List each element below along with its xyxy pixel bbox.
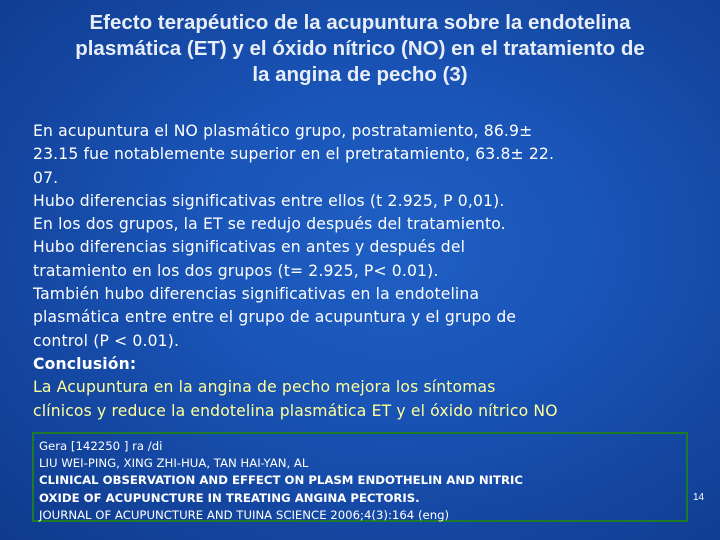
title-line: plasmática (ET) y el óxido nítrico (NO) en el tratamiento de bbox=[75, 37, 645, 60]
reference-id: Gera [142250 ] ra /di bbox=[39, 439, 163, 453]
page-number: 14 bbox=[693, 492, 705, 503]
reference-title: OXIDE OF ACUPUNCTURE IN TREATING ANGINA PECTORIS. bbox=[39, 490, 420, 505]
body-line: En acupuntura el NO plasmático grupo, postratamiento, 86.9± bbox=[33, 122, 533, 140]
slide-body bbox=[33, 120, 703, 423]
title-line: la angina de pecho (3) bbox=[252, 63, 468, 86]
body-line: Hubo diferencias significativas entre ellos (t 2.925, P 0,01). bbox=[33, 191, 505, 210]
reference-journal: JOURNAL OF ACUPUNCTURE AND TUINA SCIENCE 2006;4(3):164 (eng) bbox=[39, 507, 450, 522]
body-line: 07. bbox=[33, 168, 59, 187]
body-line: También hubo diferencias significativas en la endotelina bbox=[33, 285, 480, 304]
title-line: Efecto terapéutico de la acupuntura sobre la endotelina bbox=[89, 11, 631, 34]
body-line: plasmática entre entre el grupo de acupuntura y el grupo de bbox=[33, 308, 517, 327]
body-line: En los dos grupos, la ET se redujo después del tratamiento. bbox=[33, 215, 506, 234]
body-line: control (P < 0.01). bbox=[33, 331, 180, 350]
conclusion-line: clínicos y reduce la endotelina plasmática ET y el óxido nítrico NO bbox=[33, 401, 558, 420]
reference-authors: LIU WEI-PING, XING ZHI-HUA, TAN HAI-YAN, AL bbox=[39, 456, 309, 471]
reference-title: CLINICAL OBSERVATION AND EFFECT ON PLASM ENDOTHELIN AND NITRIC bbox=[39, 473, 523, 488]
reference-box bbox=[32, 432, 688, 522]
conclusion-line: La Acupuntura en la angina de pecho mejora los síntomas bbox=[33, 378, 496, 397]
body-line: tratamiento en los dos grupos (t= 2.925, P< 0.01). bbox=[33, 261, 439, 280]
slide-title bbox=[20, 10, 700, 88]
body-line: 23.15 fue notablemente superior en el pretratamiento, 63.8± 22. bbox=[33, 145, 555, 164]
conclusion-heading: Conclusión: bbox=[33, 354, 137, 373]
body-line: Hubo diferencias significativas en antes y después del bbox=[33, 238, 466, 257]
